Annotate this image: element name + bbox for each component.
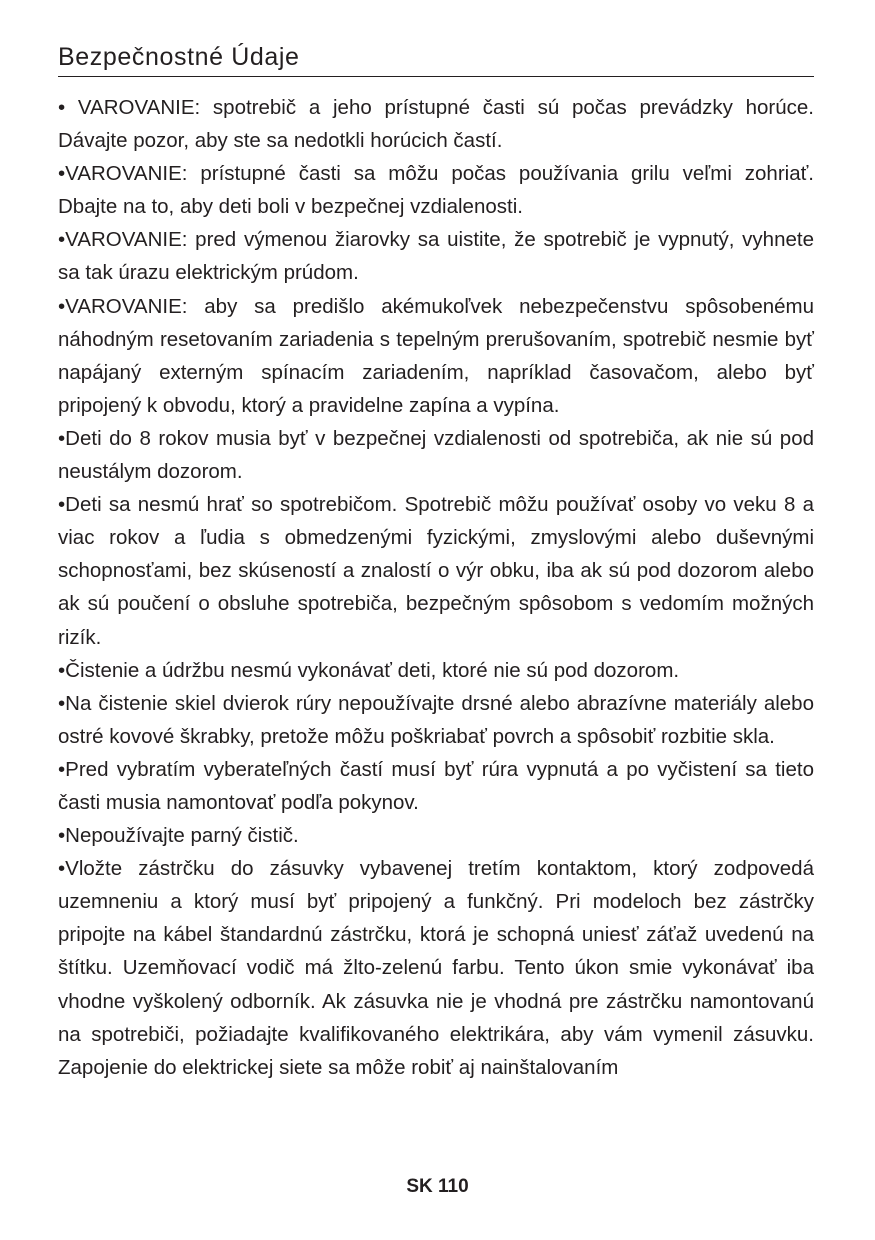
page-number: SK 110 [406, 1176, 469, 1197]
paragraph-children-distance: •Deti do 8 rokov musia byť v bezpečnej vzdialenosti od spotrebiča, ak nie sú pod neustálym dozorom. [58, 426, 814, 484]
document-page [58, 40, 814, 1230]
paragraph-warning-hot-parts: • VAROVANIE: spotrebič a jeho prístupné časti sú počas prevádzky horúce. Dávajte pozor, aby ste sa nedotkli horúcich častí. [58, 96, 814, 153]
safety-content [58, 91, 814, 1084]
paragraph-warning-bulb: •VAROVANIE: pred výmenou žiarovky sa uistite, že spotrebič je vypnutý, vyhnete sa tak úrazu elektrickým prúdom. [58, 228, 814, 285]
paragraph-warning-thermal-cutout: •VAROVANIE: aby sa predišlo akémukoľvek nebezpečenstvu spôsobenému náhodným resetovaním zariadenia s tepelným prerušovaním, spotrebič nesmie byť napájaný externým spínacím zariadením, napríklad časovačom, alebo byť pripojený k obvodu, ktorý a pravidelne zapína a vypína. [58, 294, 814, 417]
paragraph-steam-cleaner: •Nepoužívajte parný čistič. [58, 824, 299, 848]
page-title: Bezpečnostné Údaje [58, 40, 814, 77]
paragraph-removable-parts: •Pred vybratím vyberateľných častí musí byť rúra vypnutá a po vyčistení sa tieto časti musia namontovať podľa pokynov. [58, 757, 814, 814]
paragraph-plug-grounding: •Vložte zástrčku do zásuvky vybavenej tretím kontaktom, ktorý zodpovedá uzemneniu a ktorý musí byť pripojený a funkčný. Pri modeloch bez zástrčky pripojte na kábel štandardnú zástrčku, ktorá je schopná uniesť záťaž uvedenú na štítku. Uzemňovací vodič má žlto-zelenú farbu. Tento úkon smie vykonávať iba vhodne vyškolený odborník. Ak zásuvka nie je vhodná pre zástrčku namontovanú na spotrebiči, požiadajte kvalifikovaného elektrikára, aby vám vymenil zásuvku. Zapojenie do elektrickej siete sa môže robiť aj nainštalovaním [58, 857, 814, 1079]
paragraph-children-usage: •Deti sa nesmú hrať so spotrebičom. Spotrebič môžu používať osoby vo veku 8 a viac rokov a ľudia s obmedzenými fyzickými, zmyslovými alebo duševnými schopnosťami, bez skúseností a znalostí o výr obku, iba ak sú pod dozorom alebo ak sú poučení o obsluhe spotrebiča, bezpečným spôsobom s vedomím možných rizík. [58, 493, 814, 649]
paragraph-glass-cleaning: •Na čistenie skiel dvierok rúry nepoužívajte drsné alebo abrazívne materiály alebo ostré kovové škrabky, pretože môžu poškriabať povrch a spôsobiť rozbitie skla. [58, 691, 814, 748]
paragraph-warning-grill: •VAROVANIE: prístupné časti sa môžu počas používania grilu veľmi zohriať. Dbajte na to, aby deti boli v bezpečnej vzdialenosti. [58, 162, 814, 219]
paragraph-cleaning-children: •Čistenie a údržbu nesmú vykonávať deti, ktoré nie sú pod dozorom. [58, 658, 680, 682]
